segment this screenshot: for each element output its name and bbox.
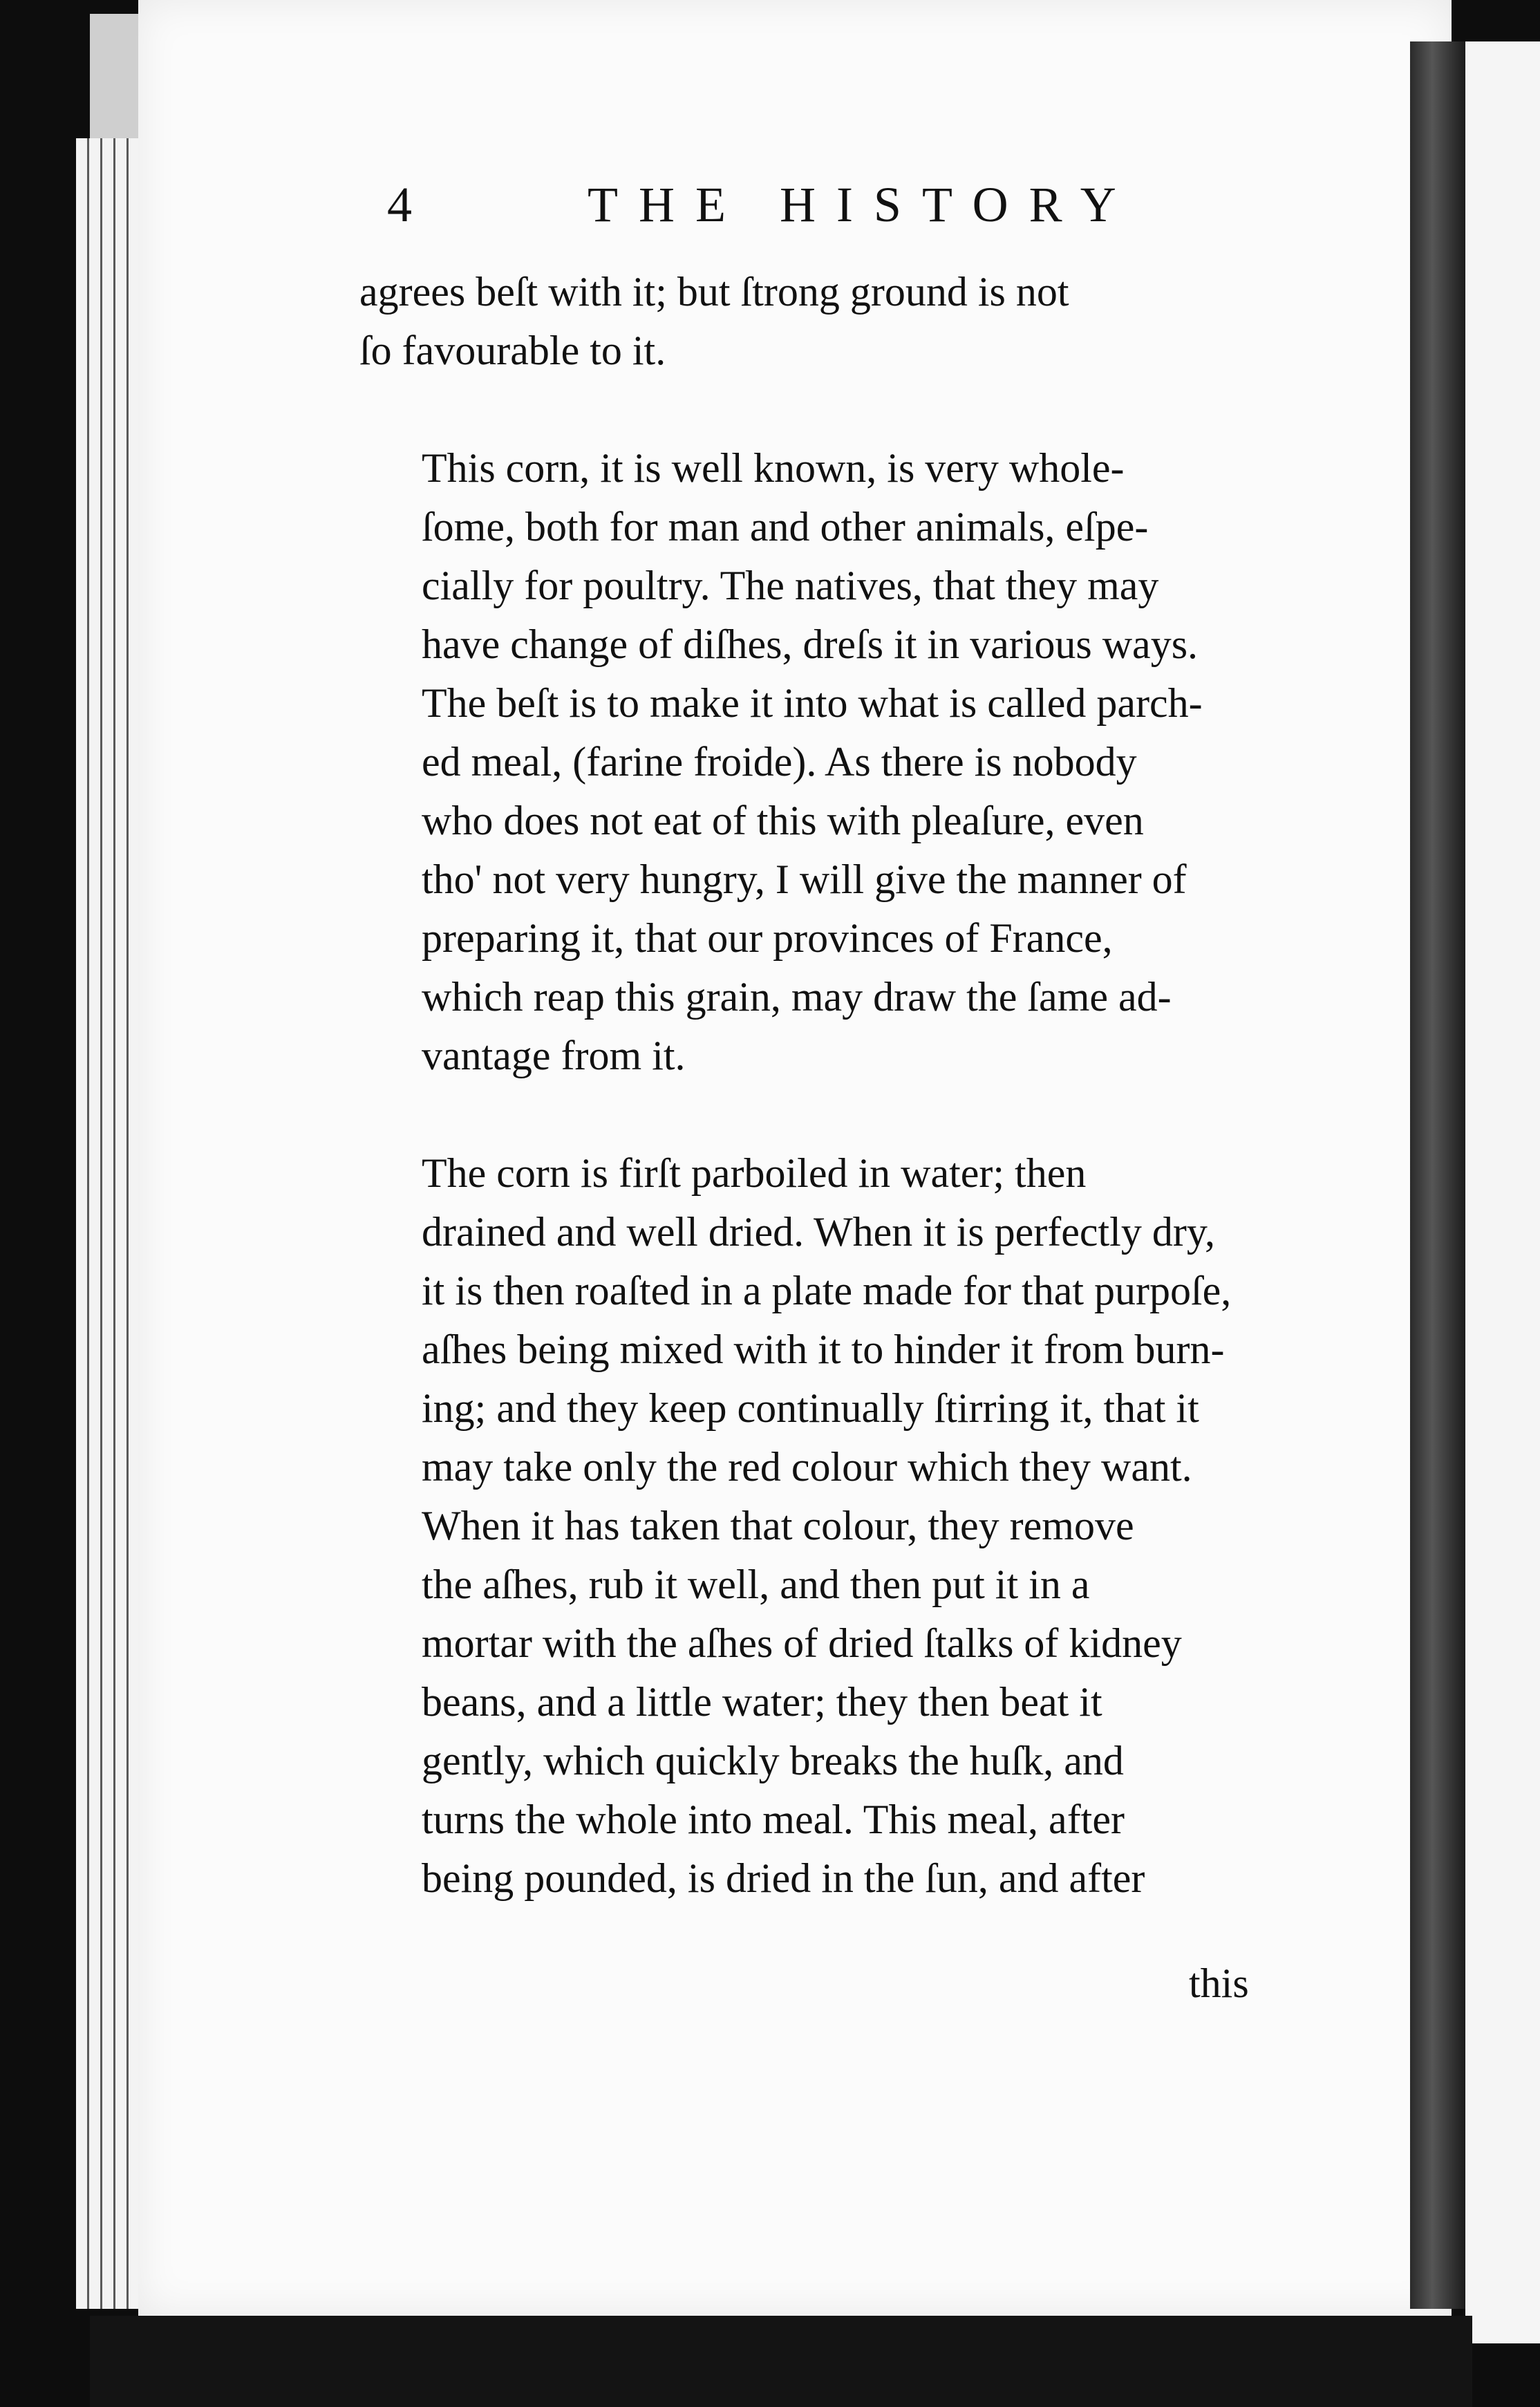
paragraph-1	[359, 263, 1327, 380]
page-header	[387, 176, 1161, 245]
text-line: ed meal, (farine froide). As there is nobody	[422, 739, 1137, 785]
running-head: THE HISTORY	[588, 177, 1137, 232]
text-line: which reap this grain, may draw the ſame ad-	[422, 974, 1172, 1020]
text-line: have change of diſhes, dreſs it in various ways.	[422, 621, 1199, 667]
text-line: who does not eat of this with pleaſure, even	[422, 798, 1144, 843]
facing-page-edge	[1465, 41, 1540, 2343]
body-text	[359, 263, 1327, 1967]
page-number: 4	[387, 177, 412, 232]
text-line: may take only the red colour which they want.	[422, 1444, 1192, 1490]
text-line: beans, and a little water; they then beat it	[422, 1679, 1102, 1725]
scan-bottom-edge	[90, 2316, 1472, 2407]
text-line: being pounded, is dried in the ſun, and after	[422, 1855, 1145, 1901]
text-line: cially for poultry. The natives, that they may	[422, 563, 1159, 608]
text-line: tho' not very hungry, I will give the manner of	[422, 856, 1187, 902]
text-line: The corn is firſt parboiled in water; then	[422, 1150, 1087, 1196]
text-line: This corn, it is well known, is very whole-	[422, 445, 1125, 491]
paragraph-3	[359, 1144, 1327, 1908]
text-line: it is then roaſted in a plate made for that purpoſe,	[422, 1268, 1232, 1313]
text-line: ing; and they keep continually ſtirring it, that it	[422, 1385, 1199, 1431]
text-line: aſhes being mixed with it to hinder it from burn-	[422, 1327, 1225, 1372]
catchword: this	[1189, 1960, 1249, 2006]
text-line: ſo favourable to it.	[359, 328, 666, 373]
text-line: turns the whole into meal. This meal, after	[422, 1797, 1125, 1842]
book-gutter	[1410, 41, 1465, 2309]
text-line: When it has taken that colour, they remove	[422, 1503, 1134, 1548]
text-line: agrees beſt with it; but ſtrong ground is not	[359, 269, 1069, 315]
text-line: mortar with the aſhes of dried ſtalks of kidney	[422, 1620, 1182, 1666]
text-line: ſome, both for man and other animals, eſpe-	[422, 504, 1149, 550]
text-line: The beſt is to make it into what is called parch-	[422, 680, 1203, 726]
text-line: preparing it, that our provinces of France,	[422, 915, 1113, 961]
text-line: gently, which quickly breaks the huſk, and	[422, 1738, 1124, 1783]
text-line: vantage from it.	[422, 1033, 686, 1078]
text-line: drained and well dried. When it is perfectly dry,	[422, 1209, 1215, 1255]
paragraph-2	[359, 439, 1327, 1085]
text-line: the aſhes, rub it well, and then put it in a	[422, 1562, 1090, 1607]
